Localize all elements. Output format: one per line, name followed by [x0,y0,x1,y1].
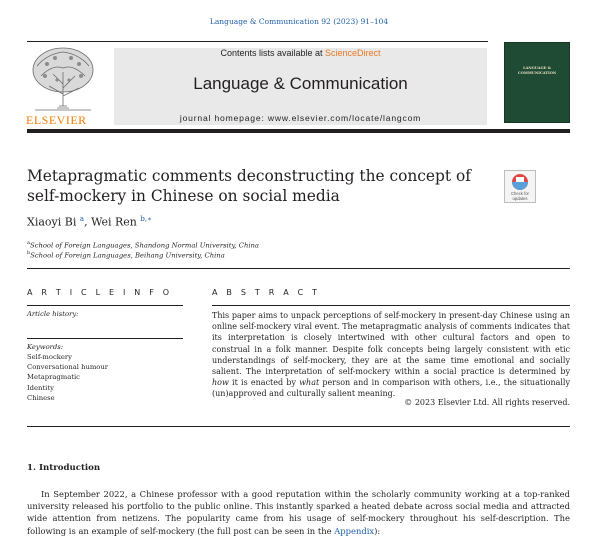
author-list: Xiaoyi Bi $^a$, Wei Ren $^{b,∗}$ [27,215,152,229]
masthead-rule [27,129,570,133]
copyright-notice: © 2023 Elsevier Ltd. All rights reserved. [404,398,570,407]
contents-line [114,48,487,58]
journal-citation[interactable]: Language & Communication 92 (2023) 91–104 [209,17,389,26]
author-affiliation-mark[interactable]: a [79,215,85,223]
appendix-link[interactable]: Appendix [334,525,375,536]
affiliation: $^a$School of Foreign Languages, Shandong Normal University, China [27,240,259,250]
affiliation: $^b$School of Foreign Languages, Beihang University, China [27,250,225,260]
abstract-bottom-rule [27,426,570,427]
keyword: Identity [27,383,54,392]
article-history-label[interactable]: Article history: [27,310,79,318]
sciencedirect-link[interactable]: ScienceDirect [325,48,381,58]
article-info-heading: A R T I C L E I N F O [27,288,173,297]
keyword: Self-mockery [27,353,72,361]
elsevier-wordmark[interactable]: ELSEVIER [26,113,87,127]
contents-prefix: Contents lists available at [220,48,326,58]
article-info-rule [27,305,183,306]
header-rule [27,41,488,42]
article-title: Metapragmatic comments deconstructing the concept of self-mockery in Chinese on social media [27,167,471,205]
journal-homepage[interactable]: journal homepage: www.elsevier.com/locate/langcom [179,113,422,123]
abstract-heading: A B S T R A C T [212,288,321,297]
author-name[interactable]: Wei Ren [91,215,137,229]
check-updates-icon [505,171,535,193]
check-updates-label: Check for updates [511,191,529,201]
introduction-paragraph: In September 2022, a Chinese professor with a good reputation within the scholarly community working at a top-ranked university released his portfolio to the public online. This instantly sparked a heated debate across social media and attracted wide attention from netizens. The popularity came from his usage of self-mockery throughout his self-description. The following is an example of self-mockery (the full post can be seen in the Appendix): [27,489,570,536]
keywords-rule [27,338,183,339]
journal-title[interactable]: Language & Communication [193,74,408,93]
journal-cover-image[interactable] [504,42,570,123]
section-rule [27,268,570,269]
cover-title: LANGUAGE & COMMUNICATION [517,66,557,75]
abstract-rule [212,305,570,306]
keyword: Chinese [27,393,55,402]
keyword-list [27,352,108,403]
keyword: Metapragmatic [27,373,80,382]
keywords-label: Keywords: [27,343,64,351]
author-name[interactable]: Xiaoyi Bi [27,215,77,229]
abstract-text: This paper aims to unpack perceptions of self-mockery in present-day Chinese using an online self-mockery viral event. The metapragmatic analysis of comments indicates that its interpretation is closely intertwined with other cultural factors and open to construal in a folk manner. Despite folk concepts being largely consistent with etic understandings of self-mockery, they are at the same time emotional and socially salient. The interpretation of self-mockery within a social practice is determined by how it is enacted by what person and in comparison with others, i.e., the situationally (un)approved and culturally salient meaning. [212,311,571,399]
introduction-heading: 1. Introduction [27,463,101,473]
author-affiliation-mark[interactable]: b,∗ [140,215,152,223]
keyword: Conversational humour [27,363,109,372]
